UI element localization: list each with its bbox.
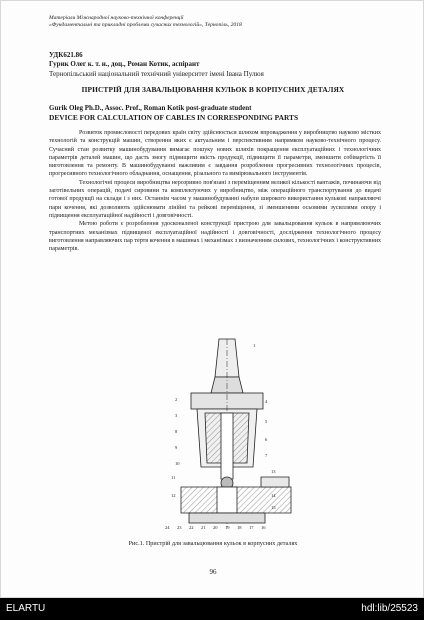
fig-label: 5 bbox=[265, 419, 268, 424]
title-ua: ПРИСТРІЙ ДЛЯ ЗАВАЛЬЦЮВАННЯ КУЛЬОК В КОРПУСНИХ ДЕТАЛЯХ bbox=[81, 85, 345, 94]
header-line-1: Матеріали Міжнародної науково-технічної конференції bbox=[49, 15, 184, 21]
fig-label: 19 bbox=[225, 525, 230, 530]
fig-label: 14 bbox=[271, 493, 276, 498]
fig-label: 24 bbox=[165, 525, 170, 530]
repository-name: ELARTU bbox=[6, 603, 46, 614]
fig-label: 18 bbox=[237, 525, 242, 530]
authors-ua: Гурик Олег к. т. н., доц., Роман Котик, аспірант bbox=[49, 60, 200, 68]
fig-label: 20 bbox=[213, 525, 218, 530]
fig-label: 13 bbox=[271, 469, 276, 474]
conference-header bbox=[49, 15, 389, 29]
device-figure bbox=[161, 337, 301, 533]
fig-label: 2 bbox=[175, 397, 178, 402]
repository-footer-bar bbox=[0, 598, 424, 620]
fig-label: 12 bbox=[171, 493, 176, 498]
handle-id: hdl:lib/25523 bbox=[361, 603, 418, 614]
fig-label: 6 bbox=[265, 437, 268, 442]
fig-label: 11 bbox=[171, 475, 176, 480]
udk-code: УДК621.86 bbox=[49, 51, 83, 59]
fig-label: 17 bbox=[249, 525, 254, 530]
affiliation: Тернопільський національний технічний університет імені Івана Пулюя bbox=[49, 70, 264, 78]
figure-caption: Рис.1. Пристрій для завальцювання кульок в корпусних деталях bbox=[128, 540, 298, 547]
paragraph-1: Розвиток промисловості передових країн світу здійснюється шляхом впровадження у виробництво науково містких технологій та конструкцій машин, створення яких є актуальним і перспективним напрямком науково-технічного процесу. Сучасний стан розвитку машинобудування вимагає пошуку нових шляхів покращення експлуатаційних і технологічних параметрів деталей машин, що дасть змогу підвищити якість продукції, підвищити її параметри, зменшити собівартість її виготовлення та ремонту. В машинобудуванні важливим є завдання розроблення прогресивних технологічних процесів, прогресивного технологічного обладнання, оснащення, різального та вимірювального інструментів. bbox=[49, 130, 381, 178]
header-line-2: «Фундаментальні та прикладні проблеми сучасних технологій», Тернопіль, 2018 bbox=[49, 22, 242, 28]
fig-label: 10 bbox=[175, 461, 180, 466]
fig-label: 21 bbox=[201, 525, 206, 530]
fig-label: 8 bbox=[175, 429, 178, 434]
body-text bbox=[49, 129, 381, 253]
paragraph-2: Технологічні процеси виробництва нерозривно пов'язані з переміщенням великої кількості вантажів, починаючи від заготівельних операцій, подачі сировини та комплектуючих у виробництво, між операційного транспортування до видачі готової продукції на склади і з них. Останнім часом у машинобудуванні набули широкого використання кулькові направляючі пари кочення, які дозволяють здійснювати лінійні та рейкові переміщення, зі зменшеними осьовими зусиллями опору і підвищення експлуатаційної надійності і довговічності. bbox=[49, 179, 381, 219]
fig-label: 4 bbox=[265, 399, 268, 404]
fig-label: 23 bbox=[177, 525, 182, 530]
title-en: DEVICE FOR CALCULATION OF CABLES IN CORRESPONDING PARTS bbox=[49, 113, 299, 122]
page-number: 96 bbox=[209, 568, 217, 576]
fig-label: 22 bbox=[189, 525, 194, 530]
fig-label: 7 bbox=[265, 453, 268, 458]
authors-en: Gurik Oleg Ph.D., Assoc. Prof., Roman Kotik post-graduate student bbox=[49, 104, 252, 112]
fig-label: 16 bbox=[261, 525, 266, 530]
fig-label: 1 bbox=[253, 343, 256, 348]
fig-label: 9 bbox=[175, 445, 178, 450]
paragraph-3: Метою роботи є розроблення удосконаленої конструкції пристрою для завальцювання кульок в напрямлюючих транспортних механізмах підвищеної експлуатаційної надійності і довговічності, дослідження технологічного процесу виготовлення направляючих пар тертя кочення в машинах і механізмах з визначенням силових, технологічних і конструктивних параметрів. bbox=[49, 221, 381, 253]
fig-label: 3 bbox=[175, 413, 178, 418]
fig-label: 15 bbox=[271, 505, 276, 510]
